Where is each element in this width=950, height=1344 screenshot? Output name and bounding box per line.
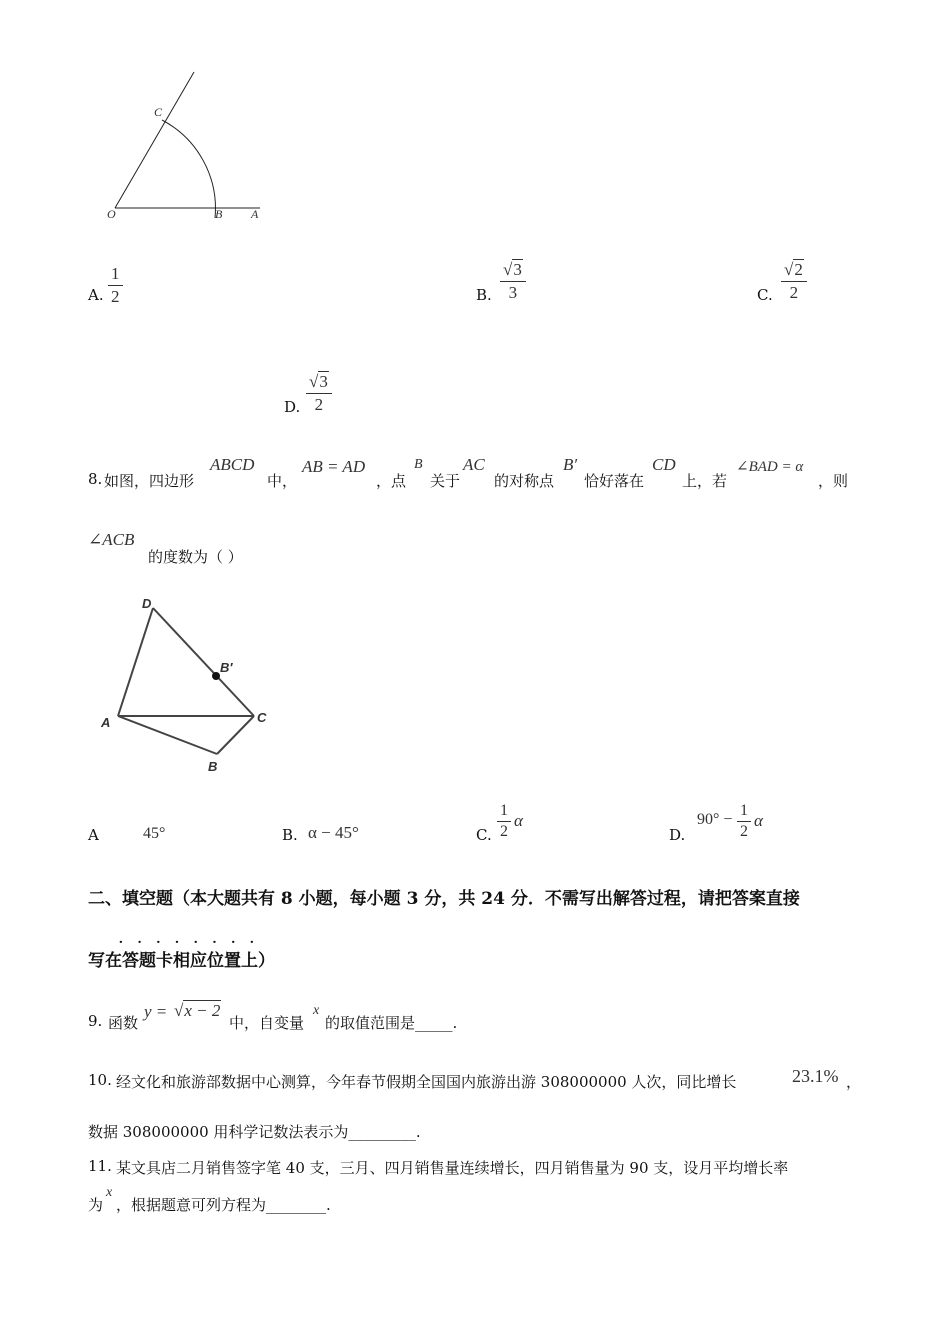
q11-text-2: ，根据题意可列方程为________. bbox=[116, 1196, 331, 1214]
q8-option-a-value: 45° bbox=[143, 825, 166, 842]
q7-option-c-letter: C. bbox=[757, 286, 773, 304]
q8-text-9: 的度数为（ ） bbox=[148, 548, 243, 566]
q8-math-bprime: B′ bbox=[563, 455, 578, 474]
q8-math-cd: CD bbox=[652, 455, 676, 474]
q8-text-8: ，则 bbox=[818, 472, 849, 490]
q8-math-abcd: ABCD bbox=[210, 455, 255, 474]
q7-option-a-den: 2 bbox=[111, 287, 120, 306]
q7-option-a-fraction bbox=[108, 264, 123, 307]
segment-ad bbox=[118, 608, 153, 716]
q7-option-d-den: 2 bbox=[314, 395, 324, 414]
q8-option-c-letter: C. bbox=[476, 826, 492, 844]
q7-option-b-num: √3 bbox=[500, 260, 526, 282]
q10-line2: 数据 308000000 用科学记数法表示为_________. bbox=[88, 1123, 421, 1141]
label-c: C bbox=[257, 710, 267, 725]
q8-option-d-num: 1 bbox=[737, 802, 751, 822]
q8-option-c-num: 1 bbox=[497, 802, 511, 822]
q8-math-ab-ad: AB = AD bbox=[302, 457, 366, 476]
q8-option-b-value: α − 45° bbox=[308, 823, 359, 842]
q8-option-c-var: α bbox=[514, 811, 523, 830]
q9-math-y: y = bbox=[144, 1002, 168, 1021]
q8-math-bad-alpha: ∠BAD = α bbox=[736, 459, 804, 475]
q9-text-3: 的取值范围是_____. bbox=[325, 1014, 458, 1032]
q8-text-6: 恰好落在 bbox=[584, 472, 645, 490]
q7-option-b-den: 3 bbox=[508, 283, 518, 302]
q10-math-percent: 23.1% bbox=[792, 1066, 839, 1086]
section2-emphasis-dots: ········ bbox=[118, 932, 268, 953]
q8-option-a-letter: A bbox=[88, 826, 99, 844]
q8-math-ac: AC bbox=[463, 455, 485, 474]
q8-option-b-letter: B. bbox=[282, 826, 298, 844]
q8-option-d-letter: D. bbox=[669, 826, 686, 844]
q7-option-a-num: 1 bbox=[108, 264, 123, 286]
point-bprime bbox=[212, 672, 220, 680]
q9-math-x: x bbox=[313, 1003, 320, 1018]
q7-option-d-letter: D. bbox=[284, 398, 301, 416]
q9-text-1: 函数 bbox=[108, 1014, 139, 1032]
label-o: O bbox=[107, 207, 116, 221]
arc-cb bbox=[162, 120, 215, 218]
q8-option-d-den: 2 bbox=[740, 823, 748, 840]
q8-number: 8. bbox=[88, 470, 103, 488]
q8-option-c-fraction bbox=[497, 802, 511, 841]
angle-arc-figure bbox=[100, 68, 280, 228]
q7-option-b-fraction bbox=[500, 260, 526, 303]
label-c: C bbox=[154, 105, 163, 119]
q7-option-c-fraction bbox=[781, 260, 807, 303]
section2-heading-line1: 二、填空题（本大题共有 8 小题，每小题 3 分，共 24 分．不需写出解答过程，请把答案直接 bbox=[88, 889, 800, 909]
ray-oc bbox=[115, 72, 194, 208]
q8-text-3: ，点 bbox=[376, 472, 407, 490]
quadrilateral-figure bbox=[96, 590, 286, 780]
q11-math-x: x bbox=[106, 1185, 113, 1200]
q8-text-7: 上，若 bbox=[682, 472, 728, 490]
segment-ab bbox=[118, 716, 217, 754]
q10-number: 10. bbox=[88, 1071, 112, 1089]
q9-number: 9. bbox=[88, 1012, 103, 1030]
q8-option-d-prefix: 90° − bbox=[697, 811, 733, 828]
q8-option-d-var: α bbox=[754, 811, 763, 830]
q8-option-d-fraction bbox=[737, 802, 751, 841]
section2-heading-line2: 写在答题卡相应位置上） bbox=[88, 951, 275, 971]
q11-number: 11. bbox=[88, 1157, 112, 1175]
q7-option-c-num: √2 bbox=[781, 260, 807, 282]
label-a: A bbox=[101, 715, 111, 730]
q7-option-d-num: √3 bbox=[306, 372, 332, 394]
q7-option-d-fraction bbox=[306, 372, 332, 415]
q8-text-2: 中， bbox=[267, 472, 298, 490]
segment-bc bbox=[217, 716, 254, 754]
q8-text-1: 如图，四边形 bbox=[104, 472, 195, 490]
label-d: D bbox=[142, 596, 152, 611]
q11-line1: 某文具店二月销售签字笔 40 支，三月、四月销售量连续增长，四月销售量为 90 支，设月平均增长率 bbox=[116, 1159, 789, 1177]
label-b: B bbox=[208, 759, 218, 774]
q8-text-5: 的对称点 bbox=[494, 472, 555, 490]
q9-text-2: 中，自变量 bbox=[229, 1014, 305, 1032]
label-bprime: B′ bbox=[220, 660, 233, 675]
q8-math-b: B bbox=[414, 457, 423, 472]
q8-math-acb: ∠ACB bbox=[88, 530, 135, 549]
q7-option-c-den: 2 bbox=[789, 283, 799, 302]
q8-text-4: 关于 bbox=[430, 472, 461, 490]
q9-radicand: x − 2 bbox=[184, 1001, 221, 1020]
label-a: A bbox=[251, 207, 259, 221]
segment-dc bbox=[153, 608, 254, 716]
q8-option-c-den: 2 bbox=[500, 823, 508, 840]
label-b: B bbox=[215, 207, 223, 221]
q10-text-1: 经文化和旅游部数据中心测算，今年春节假期全国国内旅游出游 308000000 人次，同比增长 bbox=[116, 1073, 737, 1091]
q7-option-a-letter: A. bbox=[88, 286, 104, 304]
q7-option-b-letter: B. bbox=[476, 286, 492, 304]
q11-text-1: 为 bbox=[88, 1196, 104, 1214]
q10-text-2: ， bbox=[846, 1073, 862, 1091]
q9-math-sqrt: √x − 2 bbox=[174, 1001, 221, 1020]
